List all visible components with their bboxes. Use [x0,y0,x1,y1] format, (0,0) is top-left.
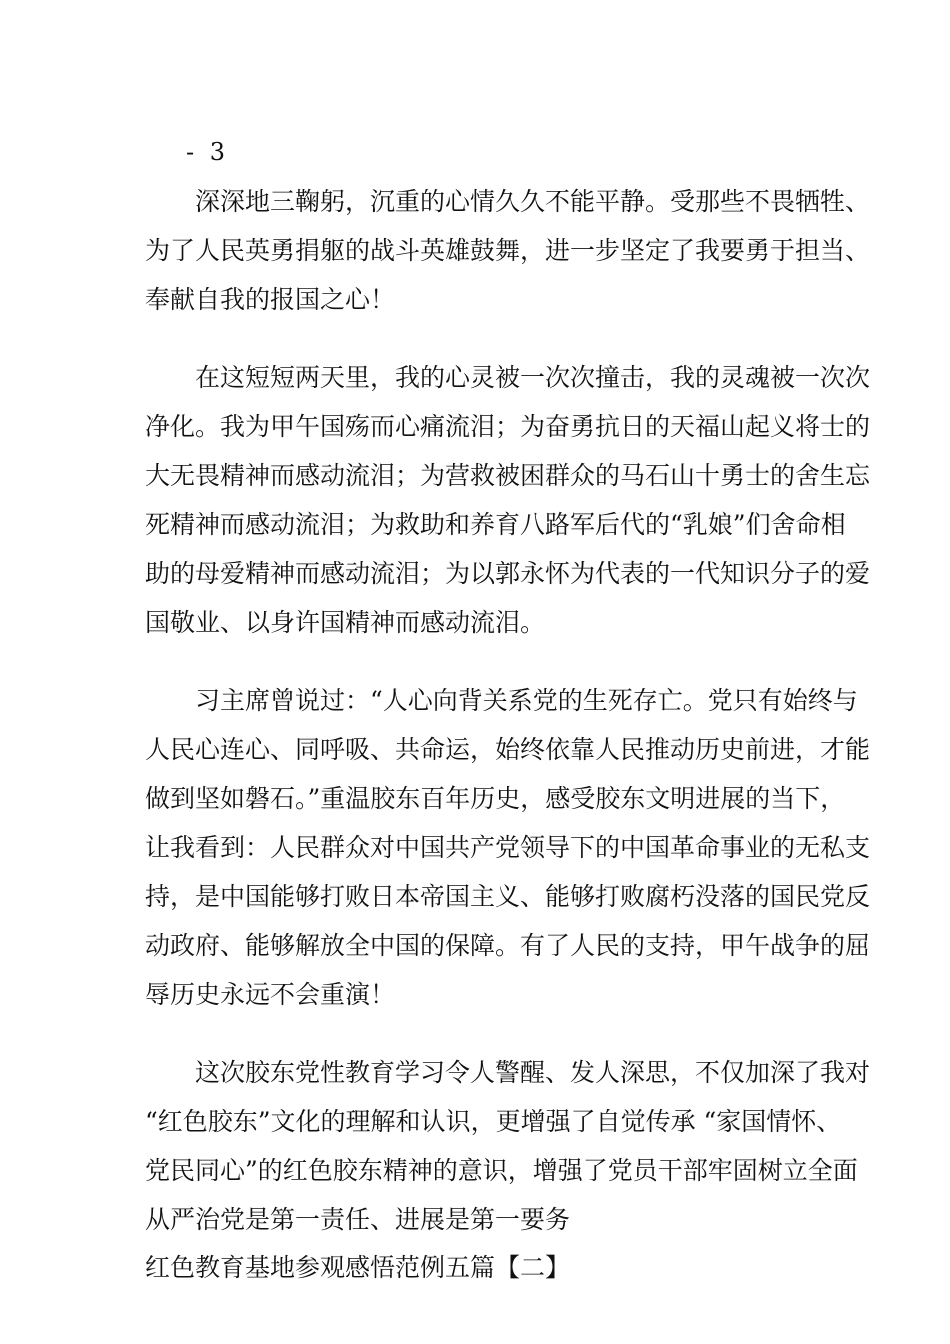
text-line: 净化。我为甲午国殇而心痛流泪；为奋勇抗日的天福山起义将士的 [145,412,871,441]
text-line: 做到坚如磐石。”重温胶东百年历史，感受胶东文明进展的当下， [145,784,846,813]
text-line: 为了人民英勇捐躯的战斗英雄鼓舞，进一步坚定了我要勇于担当、 [145,236,871,265]
page-number: - 3 [186,138,230,166]
text-line: 这次胶东党性教育学习令人警醒、发人深思，不仅加深了我对 [145,1058,871,1087]
text-line: 持，是中国能够打败日本帝国主义、能够打败腐朽没落的国民党反 [145,882,871,911]
text-line: 国敬业、以身许国精神而感动流泪。 [145,608,546,637]
text-line: 在这短短两天里，我的心灵被一次次撞击，我的灵魂被一次次 [145,363,871,392]
text-line: 奉献自我的报国之心！ [145,285,396,314]
text-line: 从严治党是第一责任、进展是第一要务 [145,1205,571,1234]
text-line: 死精神而感动流泪；为救助和养育八路军后代的“乳娘”们舍命相 [145,510,846,539]
text-line: 大无畏精神而感动流泪；为营救被困群众的马石山十勇士的舍生忘 [145,461,871,490]
text-line: “红色胶东”文化的理解和认识，更增强了自觉传承 “家国情怀、 [145,1107,842,1136]
text-line: 深深地三鞠躬，沉重的心情久久不能平静。受那些不畏牺牲、 [145,187,871,216]
text-line: 辱历史永远不会重演！ [145,980,396,1009]
section-heading: 红色教育基地参观感悟范例五篇【二】 [145,1253,571,1282]
text-line: 习主席曾说过：“人心向背关系党的生死存亡。党只有始终与 [145,686,858,715]
text-line: 让我看到：人民群众对中国共产党领导下的中国革命事业的无私支 [145,833,871,862]
text-line: 动政府、能够解放全中国的保障。有了人民的支持，甲午战争的屈 [145,931,871,960]
text-line: 助的母爱精神而感动流泪；为以郭永怀为代表的一代知识分子的爱 [145,559,871,588]
text-line: 人民心连心、同呼吸、共命运，始终依靠人民推动历史前进，才能 [145,735,871,764]
text-line: 党民同心”的红色胶东精神的意识，增强了党员干部牢固树立全面 [145,1156,858,1185]
